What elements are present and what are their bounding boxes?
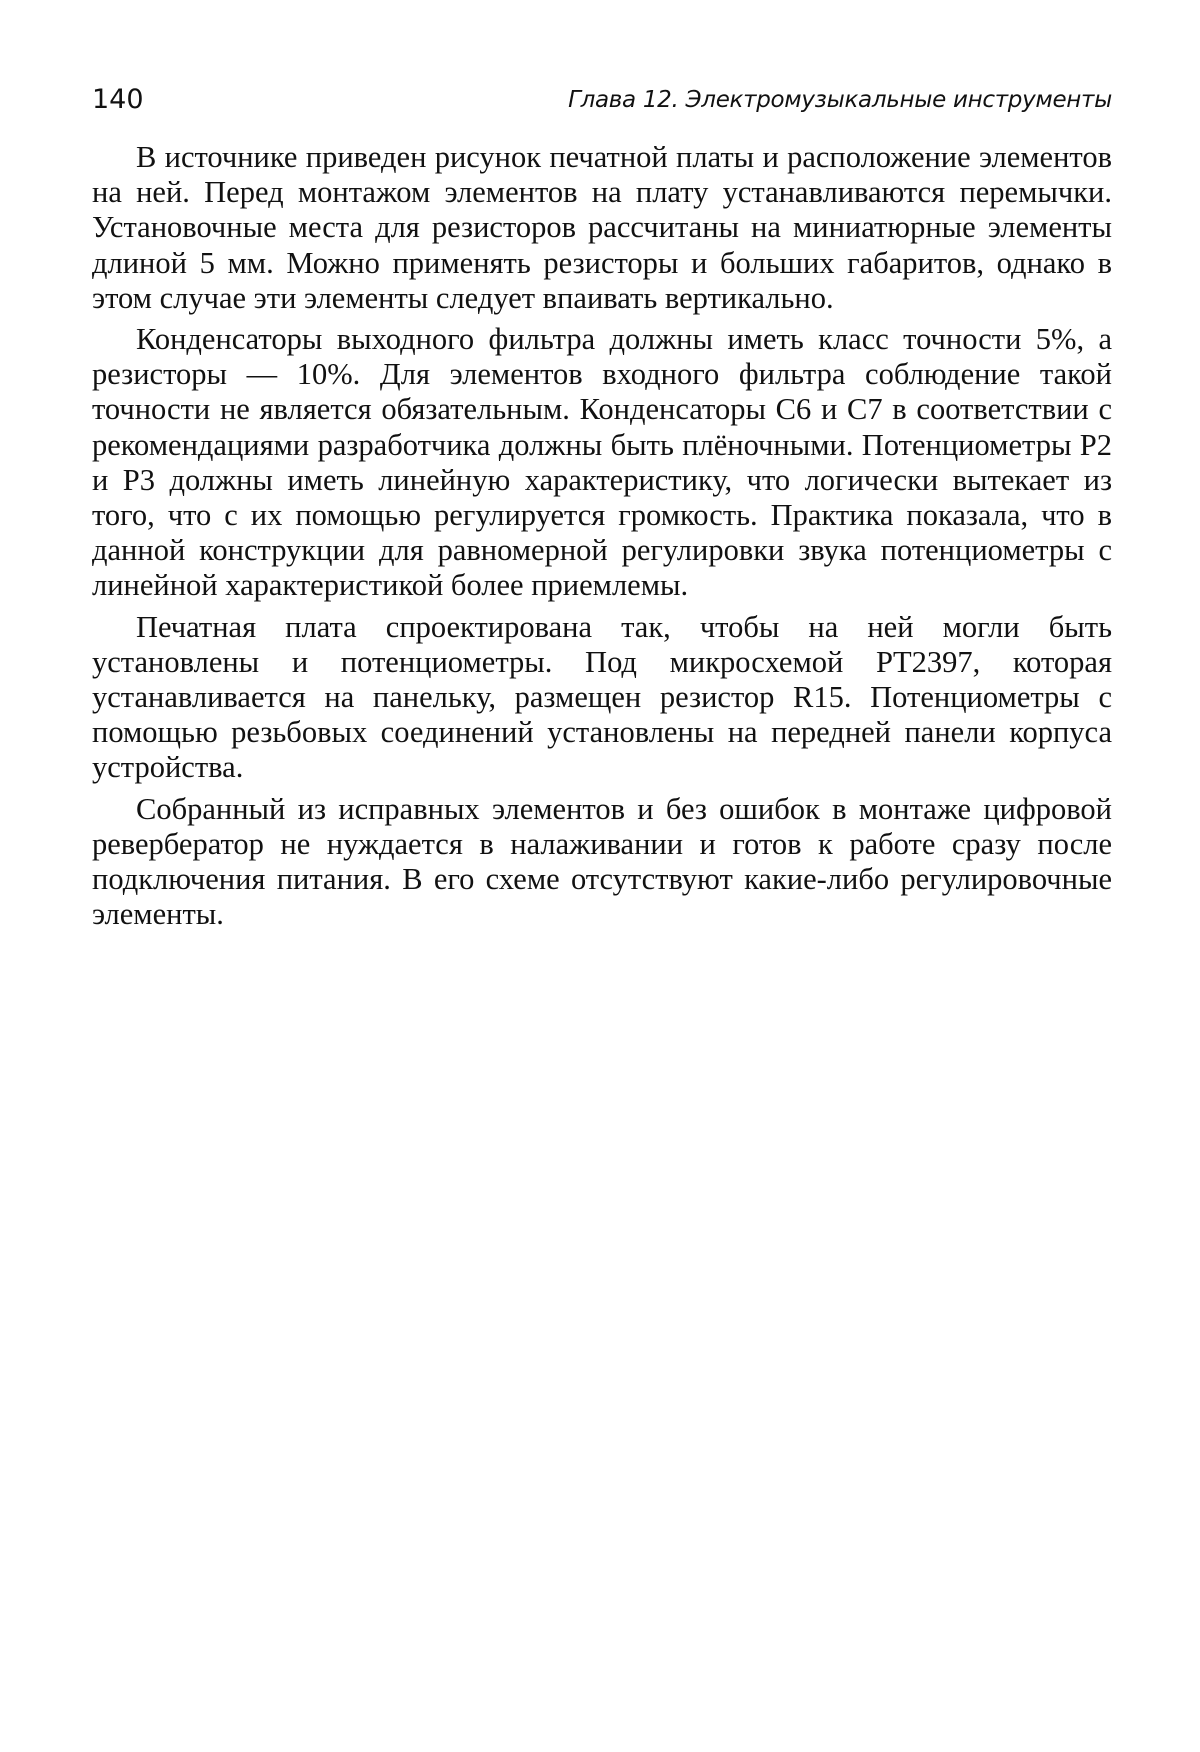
running-header <box>92 80 1112 120</box>
page-number: 140 <box>92 80 144 120</box>
book-page <box>92 0 1112 1752</box>
paragraph-pcb-assembly: В источнике приведен рисунок печатной платы и расположение элементов на ней. Перед монтажом элементов на плату устанавлива­ются перемычки. Установочные места для резисторов рассчитаны на миниатюрные элементы длиной 5 мм. Можно применять резисторы и больших габаритов, однако в этом случае эти элементы следует впаи­вать вертикально. <box>92 140 1112 316</box>
paragraph-setup: Собранный из исправных элементов и без ошибок в монтаже циф­ровой ревербератор не нуждается в налаживании и готов к работе сра­зу после подключения питания. В его схеме отсутствуют какие-либо регулировочные элементы. <box>92 792 1112 933</box>
paragraph-potentiometer-mounting: Печатная плата спроектирована так, чтобы на ней могли быть установлены и потенциометры. Под микросхемой PT2397, которая устанавливается на панельку, размещен резистор R15. Потенциоме­тры с помощью резьбовых соединений установлены на передней па­нели корпуса устройства. <box>92 610 1112 786</box>
chapter-title: Глава 12. Электромузыкальные инструменты <box>568 80 1112 120</box>
paragraph-component-tolerance: Конденсаторы выходного фильтра должны иметь класс точности 5%, а резисторы — 10%. Для элементов входного фильтра соблюдение такой точности не является обязательным. Конденсаторы С6 и С7 в соответствии с рекомендациями разработчика должны быть плёноч­ными. Потенциометры Р2 и Р3 должны иметь линейную характери­стику, что логически вытекает из того, что с их помощью регулирует­ся громкость. Практика показала, что в данной конструкции для рав­номерной регулировки звука потенциометры с линейной характеристикой более приемлемы. <box>92 322 1112 604</box>
body-text <box>92 140 1112 938</box>
